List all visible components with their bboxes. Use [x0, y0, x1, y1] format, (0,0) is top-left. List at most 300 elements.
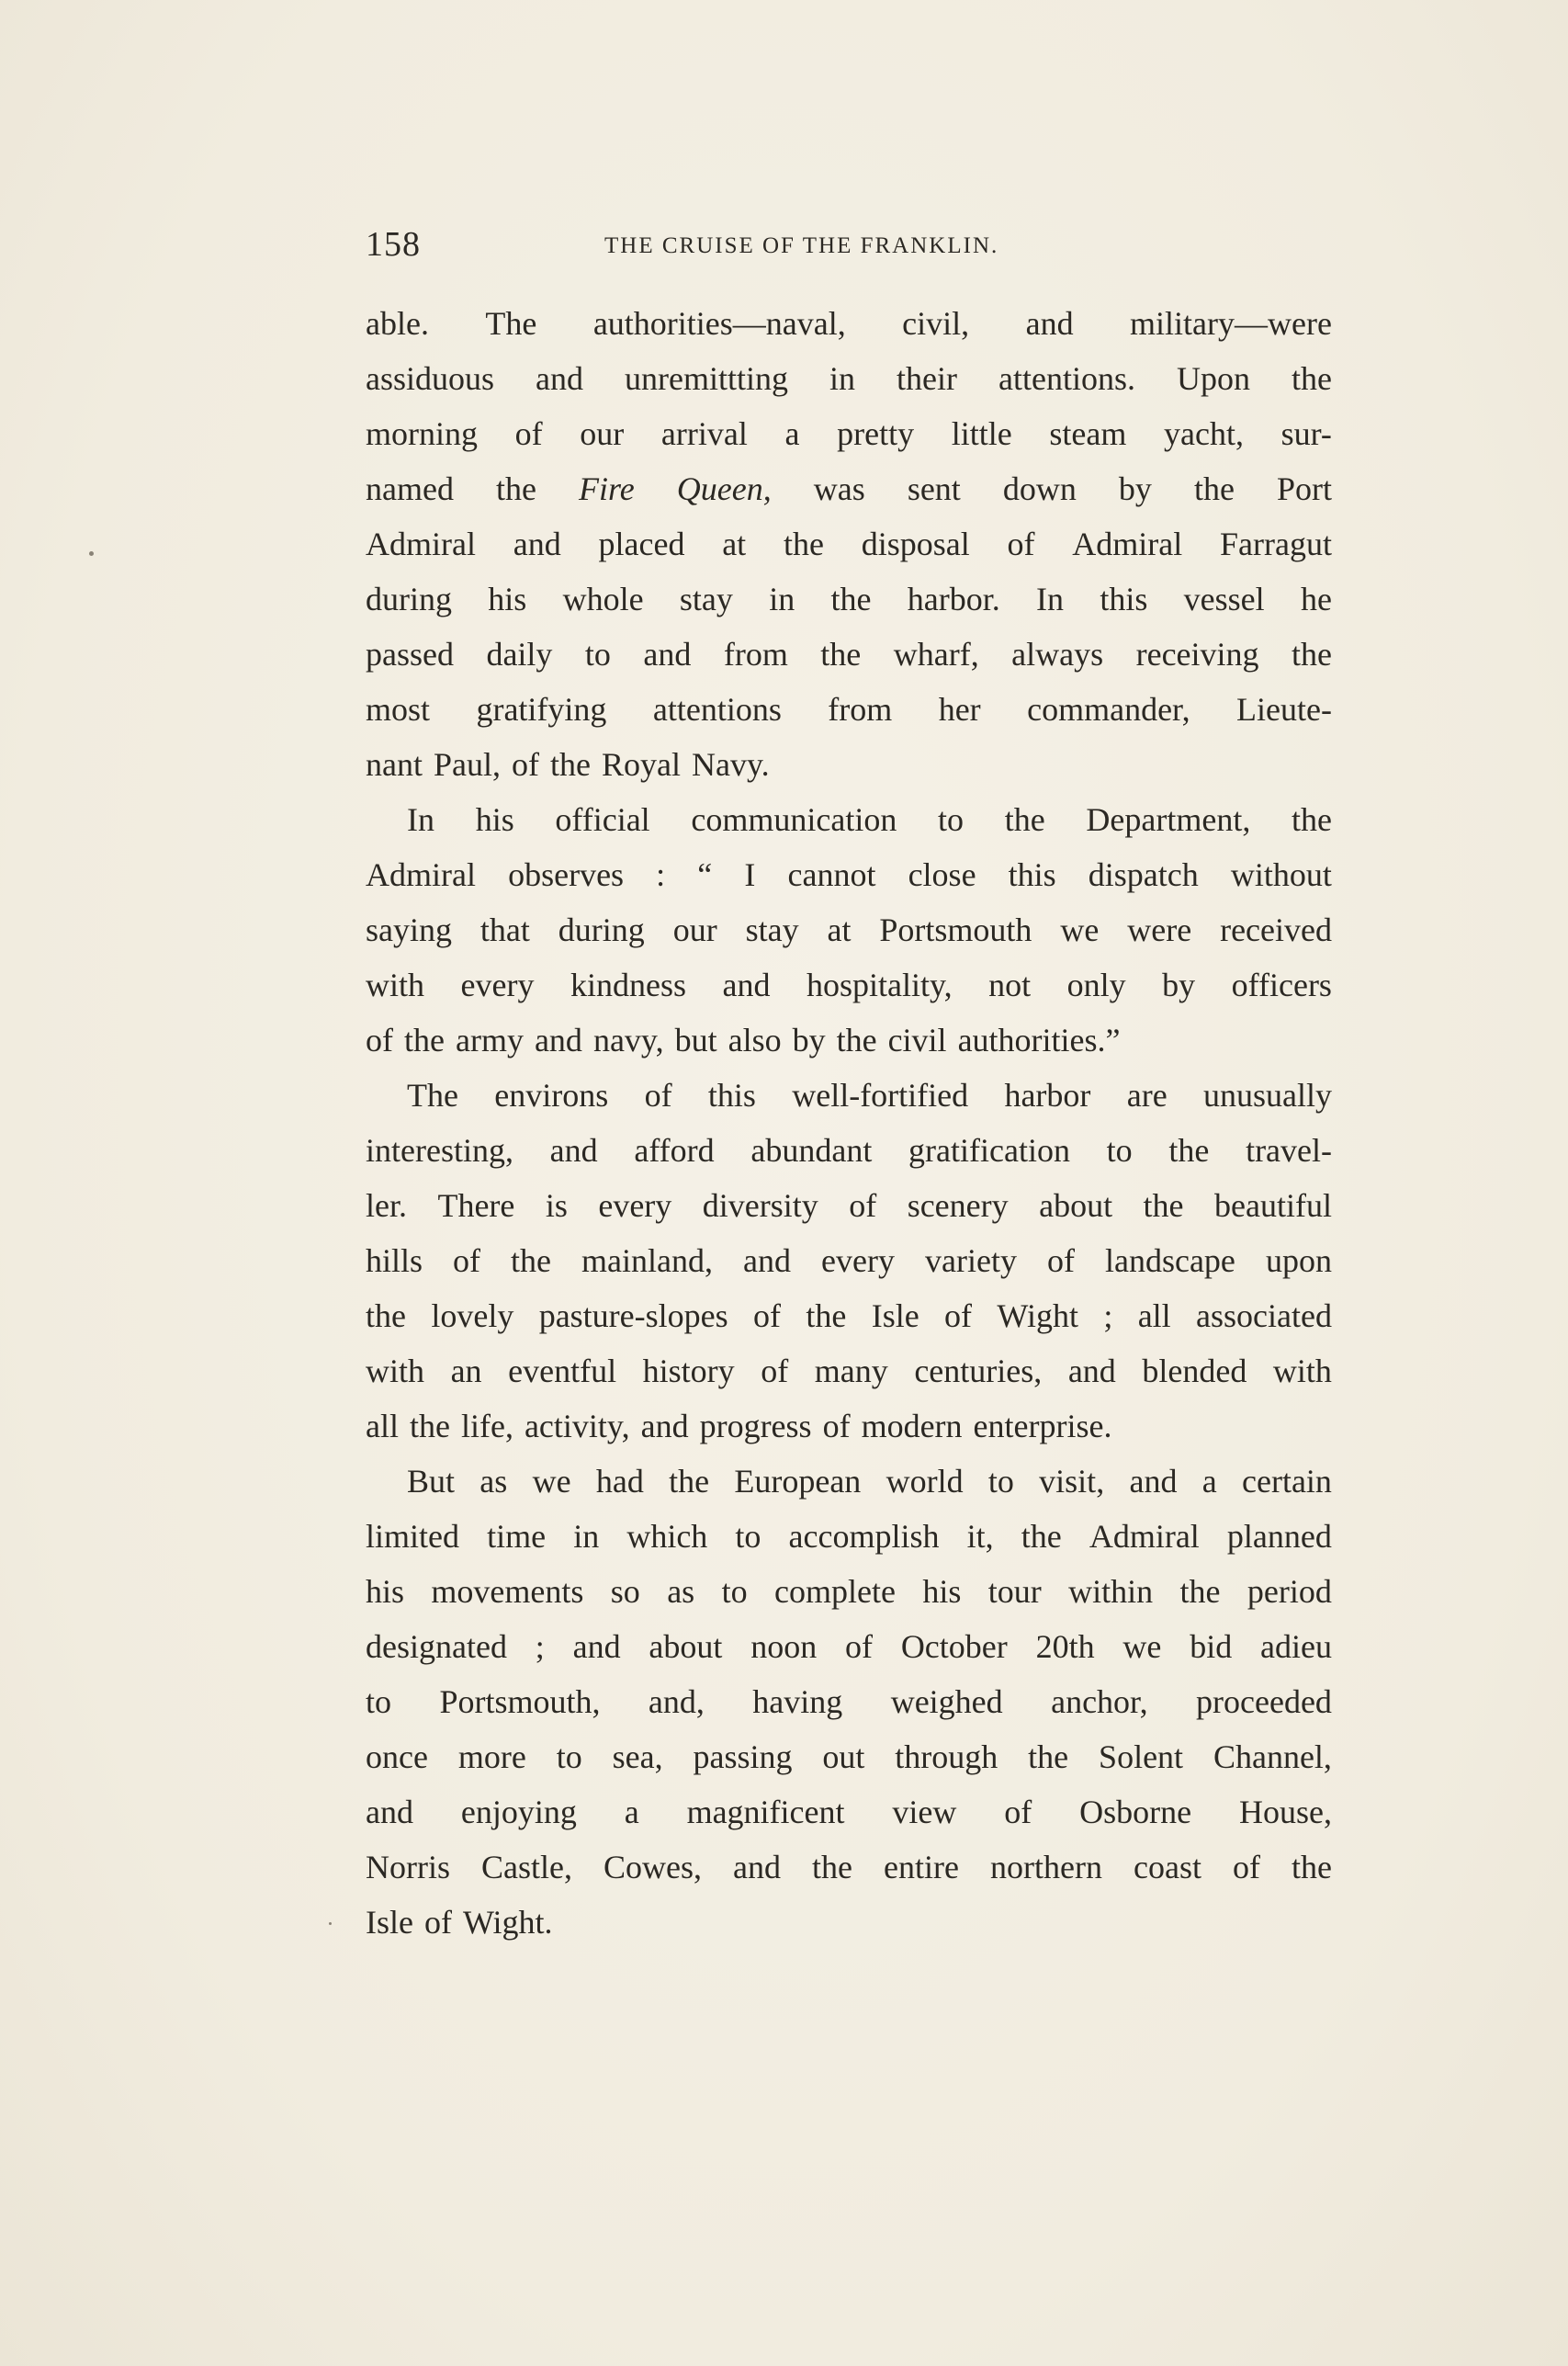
- word: the: [669, 1463, 710, 1500]
- word: every: [821, 1242, 895, 1279]
- word: yacht,: [1164, 415, 1244, 452]
- word: observes: [508, 856, 625, 893]
- word: stay: [745, 911, 799, 948]
- word: Department,: [1086, 801, 1251, 838]
- word: and: [549, 1132, 598, 1169]
- word: sent: [907, 470, 961, 507]
- word: which: [626, 1518, 708, 1555]
- word: Queen,: [676, 470, 772, 507]
- word: kindness: [570, 967, 686, 1003]
- word: the: [820, 636, 862, 673]
- word: disposal: [861, 526, 970, 562]
- word: mainland,: [581, 1242, 714, 1279]
- word: Admiral: [366, 526, 476, 562]
- word: most: [366, 691, 431, 728]
- word: stay: [679, 581, 733, 617]
- word: view: [892, 1794, 957, 1830]
- text-line: [366, 627, 1332, 682]
- text-line: [366, 461, 1332, 516]
- word: and: [643, 636, 692, 673]
- word: all: [366, 1408, 399, 1444]
- text-line: [366, 1895, 1332, 1950]
- word: pasture-slopes: [538, 1297, 728, 1334]
- word: and: [536, 360, 583, 397]
- word: the: [1179, 1573, 1221, 1610]
- word: without: [1230, 856, 1332, 893]
- word: are: [1126, 1077, 1168, 1114]
- text-line: [366, 406, 1332, 461]
- word: received: [1220, 911, 1332, 948]
- word: diversity: [702, 1187, 818, 1224]
- word: the: [1291, 1849, 1332, 1885]
- word: morning: [366, 415, 478, 452]
- word: he: [1300, 581, 1332, 617]
- word: of: [423, 1904, 452, 1941]
- word: variety: [925, 1242, 1017, 1279]
- word: of: [761, 1353, 789, 1389]
- text-line: [366, 1509, 1332, 1564]
- word: every: [460, 967, 535, 1003]
- word: of: [1007, 526, 1035, 562]
- word: this: [1008, 856, 1056, 893]
- text-line: [366, 1454, 1332, 1509]
- word: history: [642, 1353, 735, 1389]
- word: nant: [366, 746, 423, 783]
- word: the: [404, 1022, 445, 1058]
- word: weighed: [890, 1683, 1003, 1720]
- word: vessel: [1183, 581, 1265, 617]
- word: cannot: [787, 856, 876, 893]
- word: blended: [1142, 1353, 1247, 1389]
- word: and: [1025, 305, 1074, 342]
- word: activity,: [524, 1408, 630, 1444]
- word: within: [1068, 1573, 1154, 1610]
- word: this: [707, 1077, 756, 1114]
- word: of: [1232, 1849, 1260, 1885]
- word: Isle: [871, 1297, 919, 1334]
- word: the: [836, 1022, 877, 1058]
- word: to: [366, 1683, 392, 1720]
- word: House,: [1238, 1794, 1332, 1830]
- word: magnificent: [686, 1794, 845, 1830]
- word: beautiful: [1214, 1187, 1332, 1224]
- running-head: THE CRUISE OF THE FRANKLIN.: [604, 233, 999, 258]
- word: able.: [366, 305, 429, 342]
- word: certain: [1242, 1463, 1332, 1500]
- word: Fire: [579, 470, 635, 507]
- word: little: [951, 415, 1012, 452]
- page-header: [366, 221, 1312, 276]
- word: well-fortified: [792, 1077, 969, 1114]
- word: to: [938, 801, 964, 838]
- word: proceeded: [1196, 1683, 1332, 1720]
- word: anchor,: [1051, 1683, 1148, 1720]
- word: Farragut: [1220, 526, 1332, 562]
- word: Admiral: [1072, 526, 1183, 562]
- word: his: [366, 1573, 405, 1610]
- word: named: [366, 470, 454, 507]
- word: civil: [887, 1022, 947, 1058]
- word: all: [1137, 1297, 1171, 1334]
- text-line: [366, 1068, 1332, 1123]
- word: we: [1122, 1628, 1162, 1665]
- word: navy,: [592, 1022, 664, 1058]
- word: passing: [693, 1738, 793, 1775]
- word: by: [1118, 470, 1152, 507]
- word: The: [407, 1077, 458, 1114]
- word: army: [455, 1022, 524, 1058]
- word: it,: [966, 1518, 994, 1555]
- text-line: [366, 847, 1332, 902]
- word: had: [595, 1463, 644, 1500]
- word: Upon: [1176, 360, 1250, 397]
- text-line: [366, 682, 1332, 737]
- word: and: [534, 1022, 582, 1058]
- word: northern: [990, 1849, 1102, 1885]
- word: his: [488, 581, 527, 617]
- text-line: [366, 792, 1332, 847]
- word: saying: [366, 911, 452, 948]
- word: of: [366, 1022, 393, 1058]
- word: military—were: [1130, 305, 1332, 342]
- word: Paul,: [433, 746, 501, 783]
- word: But: [407, 1463, 456, 1500]
- word: eventful: [508, 1353, 617, 1389]
- word: Portsmouth: [879, 911, 1032, 948]
- word: their: [897, 360, 957, 397]
- word: were: [1127, 911, 1192, 948]
- text-line: [366, 1784, 1332, 1840]
- text-line: [366, 1123, 1332, 1178]
- word: from: [723, 636, 788, 673]
- text-line: [366, 1674, 1332, 1729]
- word: and: [572, 1628, 621, 1665]
- word: bid: [1190, 1628, 1233, 1665]
- word: is: [545, 1187, 568, 1224]
- word: every: [598, 1187, 672, 1224]
- word: of: [514, 415, 543, 452]
- text-line: [366, 1178, 1332, 1233]
- word: time: [487, 1518, 547, 1555]
- word: also: [728, 1022, 782, 1058]
- word: the: [511, 1242, 552, 1279]
- word: hospitality,: [806, 967, 953, 1003]
- word: of: [944, 1297, 973, 1334]
- word: the: [1291, 360, 1332, 397]
- word: and: [513, 526, 561, 562]
- text-line: [366, 296, 1332, 351]
- word: a: [784, 415, 800, 452]
- word: the: [550, 746, 591, 783]
- word: the: [1292, 636, 1332, 673]
- text-line: [366, 1288, 1332, 1343]
- word: by: [1162, 967, 1196, 1003]
- word: a: [624, 1794, 639, 1830]
- word: Cowes,: [604, 1849, 703, 1885]
- word: to: [1106, 1132, 1133, 1169]
- word: limited: [366, 1518, 459, 1555]
- word: upon: [1265, 1242, 1332, 1279]
- word: life,: [460, 1408, 513, 1444]
- word: and: [1129, 1463, 1178, 1500]
- text-line: [366, 1398, 1332, 1454]
- word: only: [1066, 967, 1126, 1003]
- word: the: [1292, 801, 1332, 838]
- word: accomplish: [788, 1518, 940, 1555]
- word: about: [649, 1628, 723, 1665]
- word: modern: [861, 1408, 963, 1444]
- word: movements: [431, 1573, 584, 1610]
- word: by: [792, 1022, 826, 1058]
- word: an: [450, 1353, 482, 1389]
- word: the: [1021, 1518, 1062, 1555]
- word: I: [744, 856, 756, 893]
- word: we: [532, 1463, 571, 1500]
- word: Admiral: [366, 856, 476, 893]
- word: the: [806, 1297, 847, 1334]
- word: during: [366, 581, 452, 617]
- text-line: [366, 572, 1332, 627]
- word: his: [475, 801, 514, 838]
- word: once: [366, 1738, 428, 1775]
- word: European: [734, 1463, 862, 1500]
- word: daily: [486, 636, 553, 673]
- word: period: [1247, 1573, 1332, 1610]
- word: In: [1036, 581, 1065, 617]
- text-line: [366, 1840, 1332, 1895]
- word: the: [812, 1849, 853, 1885]
- word: enterprise.: [973, 1408, 1112, 1444]
- word: enjoying: [460, 1794, 577, 1830]
- word: authorities—naval,: [592, 305, 846, 342]
- word: as: [667, 1573, 695, 1610]
- body-text: [366, 296, 1332, 1950]
- word: with: [366, 1353, 425, 1389]
- word: world: [886, 1463, 964, 1500]
- word: and: [743, 1242, 792, 1279]
- word: of: [849, 1187, 877, 1224]
- word: through: [895, 1738, 998, 1775]
- word: and: [722, 967, 771, 1003]
- word: attentions.: [998, 360, 1135, 397]
- word: our: [580, 415, 625, 452]
- word: :: [656, 856, 666, 893]
- text-line: [366, 957, 1332, 1013]
- word: out: [822, 1738, 865, 1775]
- word: planned: [1226, 1518, 1332, 1555]
- word: scenery: [907, 1187, 1009, 1224]
- word: ;: [1103, 1297, 1113, 1334]
- word: and: [733, 1849, 782, 1885]
- word: official: [555, 801, 650, 838]
- word: Port: [1276, 470, 1332, 507]
- text-line: [366, 902, 1332, 957]
- text-line: [366, 1013, 1332, 1068]
- word: Osborne: [1079, 1794, 1192, 1830]
- word: as: [479, 1463, 508, 1500]
- word: this: [1100, 581, 1148, 617]
- word: landscape: [1104, 1242, 1235, 1279]
- word: to: [556, 1738, 582, 1775]
- word: so: [610, 1573, 640, 1610]
- word: Norris: [366, 1849, 450, 1885]
- word: progress: [699, 1408, 812, 1444]
- word: the: [366, 1297, 406, 1334]
- word: always: [1011, 636, 1104, 673]
- word: lovely: [431, 1297, 514, 1334]
- word: the: [830, 581, 872, 617]
- word: to: [584, 636, 611, 673]
- word: of: [644, 1077, 672, 1114]
- word: abundant: [750, 1132, 873, 1169]
- word: of: [1046, 1242, 1075, 1279]
- text-line: [366, 1729, 1332, 1784]
- word: many: [814, 1353, 888, 1389]
- word: interesting,: [366, 1132, 513, 1169]
- word: visit,: [1039, 1463, 1105, 1500]
- word: that: [479, 911, 530, 948]
- word: Navy.: [691, 746, 770, 783]
- word: Admiral: [1089, 1518, 1200, 1555]
- word: commander,: [1027, 691, 1190, 728]
- word: the: [1004, 801, 1045, 838]
- word: 20th: [1035, 1628, 1095, 1665]
- word: her: [938, 691, 981, 728]
- word: during: [558, 911, 645, 948]
- word: wharf,: [893, 636, 979, 673]
- word: our: [672, 911, 717, 948]
- word: and,: [648, 1683, 705, 1720]
- word: passed: [366, 636, 454, 673]
- word: a: [1201, 1463, 1217, 1500]
- word: assiduous: [366, 360, 495, 397]
- word: and: [1067, 1353, 1116, 1389]
- word: at: [827, 911, 852, 948]
- word: down: [1002, 470, 1077, 507]
- word: in: [573, 1518, 600, 1555]
- word: the: [1193, 470, 1235, 507]
- word: environs: [494, 1077, 609, 1114]
- word: “: [697, 856, 713, 893]
- word: of: [512, 746, 539, 783]
- word: designated: [366, 1628, 507, 1665]
- text-line: [366, 1343, 1332, 1398]
- word: the: [1028, 1738, 1069, 1775]
- word: In: [407, 801, 434, 838]
- word: arrival: [660, 415, 748, 452]
- word: was: [813, 470, 865, 507]
- word: whole: [562, 581, 644, 617]
- word: Portsmouth,: [439, 1683, 601, 1720]
- word: Wight.: [462, 1904, 553, 1941]
- word: coast: [1133, 1849, 1201, 1885]
- word: hills: [366, 1242, 423, 1279]
- word: Channel,: [1213, 1738, 1332, 1775]
- word: steam: [1049, 415, 1127, 452]
- word: but: [674, 1022, 717, 1058]
- text-line: [366, 351, 1332, 406]
- word: sea,: [612, 1738, 663, 1775]
- text-line: [366, 516, 1332, 572]
- word: noon: [750, 1628, 818, 1665]
- word: travel-: [1246, 1132, 1332, 1169]
- word: tour: [987, 1573, 1042, 1610]
- word: of: [845, 1628, 873, 1665]
- word: unusually: [1203, 1077, 1332, 1114]
- word: adieu: [1260, 1628, 1332, 1665]
- word: the: [783, 526, 824, 562]
- word: Lieute-: [1236, 691, 1332, 728]
- word: from: [828, 691, 893, 728]
- word: harbor.: [907, 581, 1000, 617]
- word: we: [1060, 911, 1100, 948]
- word: afford: [634, 1132, 715, 1169]
- word: and: [640, 1408, 689, 1444]
- word: of: [822, 1408, 851, 1444]
- word: having: [752, 1683, 843, 1720]
- word: Royal: [601, 746, 681, 783]
- word: more: [457, 1738, 526, 1775]
- word: authorities.”: [957, 1022, 1121, 1058]
- word: not: [988, 967, 1032, 1003]
- word: gratification: [908, 1132, 1070, 1169]
- word: October: [900, 1628, 1008, 1665]
- word: and: [366, 1794, 413, 1830]
- word: Solent: [1099, 1738, 1184, 1775]
- word: civil,: [902, 305, 970, 342]
- word: with: [1272, 1353, 1332, 1389]
- word: The: [485, 305, 537, 342]
- word: entire: [884, 1849, 959, 1885]
- word: pretty: [837, 415, 915, 452]
- word: associated: [1196, 1297, 1332, 1334]
- text-line: [366, 1233, 1332, 1288]
- word: unremittting: [625, 360, 788, 397]
- word: to: [987, 1463, 1014, 1500]
- word: gratifying: [476, 691, 607, 728]
- word: dispatch: [1088, 856, 1199, 893]
- word: placed: [598, 526, 685, 562]
- text-line: [366, 737, 1332, 792]
- word: complete: [773, 1573, 896, 1610]
- word: the: [496, 470, 536, 507]
- word: There: [437, 1187, 515, 1224]
- word: in: [829, 360, 855, 397]
- word: ;: [535, 1628, 545, 1665]
- word: of: [753, 1297, 781, 1334]
- word: at: [722, 526, 747, 562]
- word: receiving: [1135, 636, 1259, 673]
- page-number: 158: [366, 225, 421, 264]
- word: in: [769, 581, 795, 617]
- word: of: [1004, 1794, 1032, 1830]
- word: communication: [691, 801, 897, 838]
- word: sur-: [1280, 415, 1332, 452]
- margin-speck: [329, 1922, 332, 1925]
- word: Isle: [366, 1904, 413, 1941]
- word: attentions: [652, 691, 782, 728]
- text-line: [366, 1564, 1332, 1619]
- word: centuries,: [914, 1353, 1043, 1389]
- word: the: [409, 1408, 450, 1444]
- word: with: [366, 967, 425, 1003]
- word: to: [721, 1573, 748, 1610]
- word: about: [1039, 1187, 1113, 1224]
- word: the: [1168, 1132, 1210, 1169]
- word: of: [453, 1242, 481, 1279]
- text-line: [366, 1619, 1332, 1674]
- word: his: [922, 1573, 962, 1610]
